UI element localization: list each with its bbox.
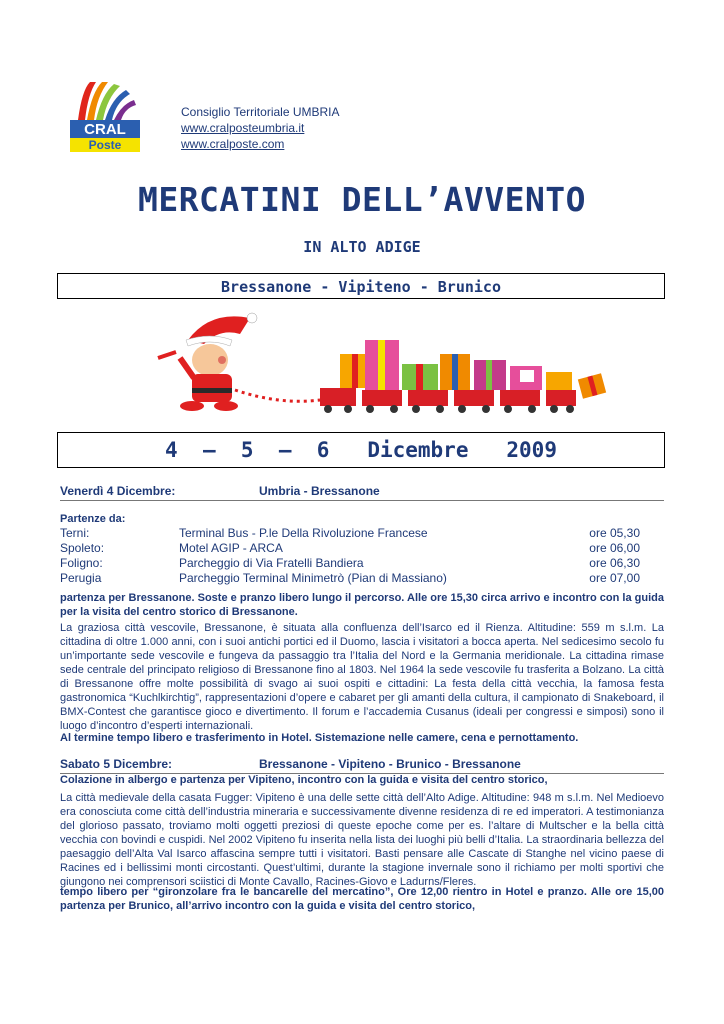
day1-header <box>60 484 664 501</box>
departure-place: Parcheggio Terminal Minimetrò (Pian di Massiano) <box>179 571 447 585</box>
table-row <box>60 556 640 571</box>
website-link-cralposte[interactable]: www.cralposte.com <box>181 137 285 151</box>
website-link-umbria[interactable]: www.cralposteumbria.it <box>181 121 305 135</box>
departure-time: ore 06,30 <box>589 556 640 570</box>
day1-closing: Al termine tempo libero e trasferimento in Hotel. Sistemazione nelle camere, cena e pernottamento. <box>60 732 579 744</box>
logo-text-top: CRAL <box>84 121 126 138</box>
departure-place: Terminal Bus - P.le Della Rivoluzione Francese <box>179 526 428 540</box>
departure-time: ore 07,00 <box>589 571 640 585</box>
day2-closing: tempo libero per “gironzolare fra le bancarelle del mercatino”, Ore 12,00 rientro in Hotel e pranzo. Alle ore 15,00 partenza per Brunico, all’arrivo incontro con la guida e visita del centro storico, <box>60 886 664 912</box>
departure-time: ore 05,30 <box>589 526 640 540</box>
departure-city: Terni: <box>60 526 90 540</box>
departures-table <box>60 526 640 586</box>
logo-text-bottom: Poste <box>88 138 122 152</box>
day1-description: La graziosa città vescovile, Bressanone, è situata alla confluenza dell’Isarco ed il Rienza. Altitudine: 559 m s.l.m. La cittadina di oltre 1.000 anni, con i suoi antichi portici ed il Duomo, lascia i visitatori a bocca aperta. Nel sedicesimo secolo fu un’importante sede vescovile e fungeva da passaggio tra l’Italia del Nord e la Germania meridionale. La cittadina rimase sede centrale del principato religioso di Bressanone fino al 1803. Nel 1964 la sede vescovile fu trasferita a Bolzano. La città di Bressanone offre molte possibilità di svago ai suoi ospiti e cittadini: La festa della città vecchia, la famosa festa gastronomica “Kuchlkirchtig”, rappresentazioni d’opere e cabaret per gli amanti della cultura, il campionato di Snakeboard, il BMX-Contest che garantisce gioco e divertimento. Il forum e l’accademia Cusanus (ideali per congressi e simposi) sono il luogo d’incontro d’esperti internazionali. <box>60 622 664 732</box>
table-row <box>60 571 640 586</box>
departure-city: Spoleto: <box>60 541 105 555</box>
departure-time: ore 06,00 <box>589 541 640 555</box>
page-subtitle: IN ALTO ADIGE <box>303 238 421 256</box>
page-title: MERCATINI DELL’AVVENTO <box>137 180 587 219</box>
santa-train-illustration <box>140 310 620 420</box>
cral-poste-logo <box>68 80 142 152</box>
dates-box: 4 – 5 – 6 Dicembre 2009 <box>57 432 665 468</box>
departures-label: Partenze da: <box>60 513 126 525</box>
org-block <box>181 104 340 152</box>
departure-city: Perugia <box>60 571 102 585</box>
day1-program: partenza per Bressanone. Soste e pranzo libero lungo il percorso. Alle ore 15,30 circa arrivo e incontro con la guida per la visita del centro storico di Bressanone. <box>60 592 664 618</box>
route-box: Bressanone - Vipiteno - Brunico <box>57 273 665 299</box>
day1-route: Umbria - Bressanone <box>259 484 380 498</box>
day2-description: La città medievale della casata Fugger: Vipiteno è una delle sette città dell’Alto Adige. Altitudine: 948 m s.l.m. Nel Medioevo era conosciuta come città dell’industria mineraria e successivamente divenne residenza di re ed imperatori. A testimonianza del glorioso passato, troviamo molti oggetti preziosi di queste epoche come per es. l’altare di Multscher e la bella città vecchia con bovindi e cuspidi. Nel 2002 Vipiteno fu inserita nella lista dei luoghi più belli d’Italia. La straordinaria bellezza del paesaggio dell’Alta Val Isarco affascina sempre tutti i visitatori. Basti pensare alle Cascate di Stanghe nel vicino paese di Racines ed i bellissimi monti circostanti. Quest’ultimi, durante la stagione invernale sono il richiamo per molti sportivi che giungono nei comprensori sciistici di Monte Cavallo, Racines-Giovo e Ladurns/Fleres. <box>60 792 664 888</box>
day2-program: Colazione in albergo e partenza per Vipiteno, incontro con la guida e visita del centro storico, <box>60 774 548 786</box>
departure-city: Foligno: <box>60 556 103 570</box>
org-name: Consiglio Territoriale UMBRIA <box>181 105 340 119</box>
table-row <box>60 526 640 541</box>
day2-header <box>60 757 664 774</box>
day1-label: Venerdì 4 Dicembre: <box>60 484 176 498</box>
table-row <box>60 541 640 556</box>
day2-route: Bressanone - Vipiteno - Brunico - Bressanone <box>259 757 521 771</box>
departure-place: Motel AGIP - ARCA <box>179 541 283 555</box>
departure-place: Parcheggio di Via Fratelli Bandiera <box>179 556 364 570</box>
day2-label: Sabato 5 Dicembre: <box>60 757 173 771</box>
